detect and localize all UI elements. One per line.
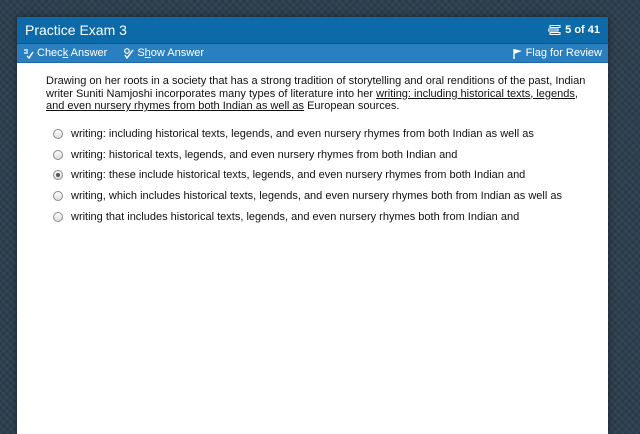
answer-option-b[interactable] (53, 144, 588, 165)
question-counter-text: 5 of 41 (565, 24, 600, 36)
title-bar (17, 17, 608, 44)
toolbar (17, 44, 608, 63)
radio-button[interactable] (53, 170, 63, 180)
radio-button[interactable] (53, 191, 63, 201)
check-answer-icon (23, 48, 34, 59)
show-answer-icon (123, 48, 134, 59)
answer-option-text: writing that includes historical texts, legends, and even nursery rhymes both from Indian and (71, 210, 520, 223)
answer-option-text: writing: historical texts, legends, and even nursery rhymes from both Indian and (71, 148, 458, 161)
answer-option-text: writing: these include historical texts, legends, and even nursery rhymes from both Indian and (71, 169, 526, 182)
answer-option-text: writing: including historical texts, legends, and even nursery rhymes from both Indian as well as (71, 127, 534, 140)
check-answer-label: Check Answer (37, 47, 108, 59)
show-answer-button[interactable] (123, 47, 204, 59)
radio-button[interactable] (53, 129, 63, 139)
answer-option-c[interactable] (53, 165, 588, 186)
answer-option-a[interactable] (53, 124, 588, 145)
flag-for-review-button[interactable] (512, 47, 602, 59)
question-list-icon (548, 25, 561, 35)
answer-option-d[interactable] (53, 186, 588, 207)
check-answer-button[interactable] (23, 47, 107, 59)
question-stem: Drawing on her roots in a society that has a strong tradition of storytelling and oral renditions of the past, Indian writer Suniti Namjoshi incorporates many types of literature into her writing: including historical texts, legends, and even nursery rhymes from both Indian as well as European sources. (46, 75, 586, 112)
answer-option-text: writing, which includes historical texts, legends, and even nursery rhymes both from Indian as well as (71, 189, 562, 202)
answer-options (53, 124, 588, 227)
underlined-portion: writing: including historical texts, legends, and even nursery rhymes from both Indian as well as (46, 87, 578, 112)
question-area (17, 63, 608, 227)
radio-button[interactable] (53, 150, 63, 160)
show-answer-label: Show Answer (137, 47, 204, 59)
question-counter[interactable] (548, 24, 600, 36)
exam-window (17, 17, 608, 434)
answer-option-e[interactable] (53, 206, 588, 227)
flag-for-review-label: Flag for Review (525, 47, 602, 59)
exam-title: Practice Exam 3 (25, 22, 127, 38)
flag-icon (512, 48, 523, 59)
radio-button[interactable] (53, 212, 63, 222)
